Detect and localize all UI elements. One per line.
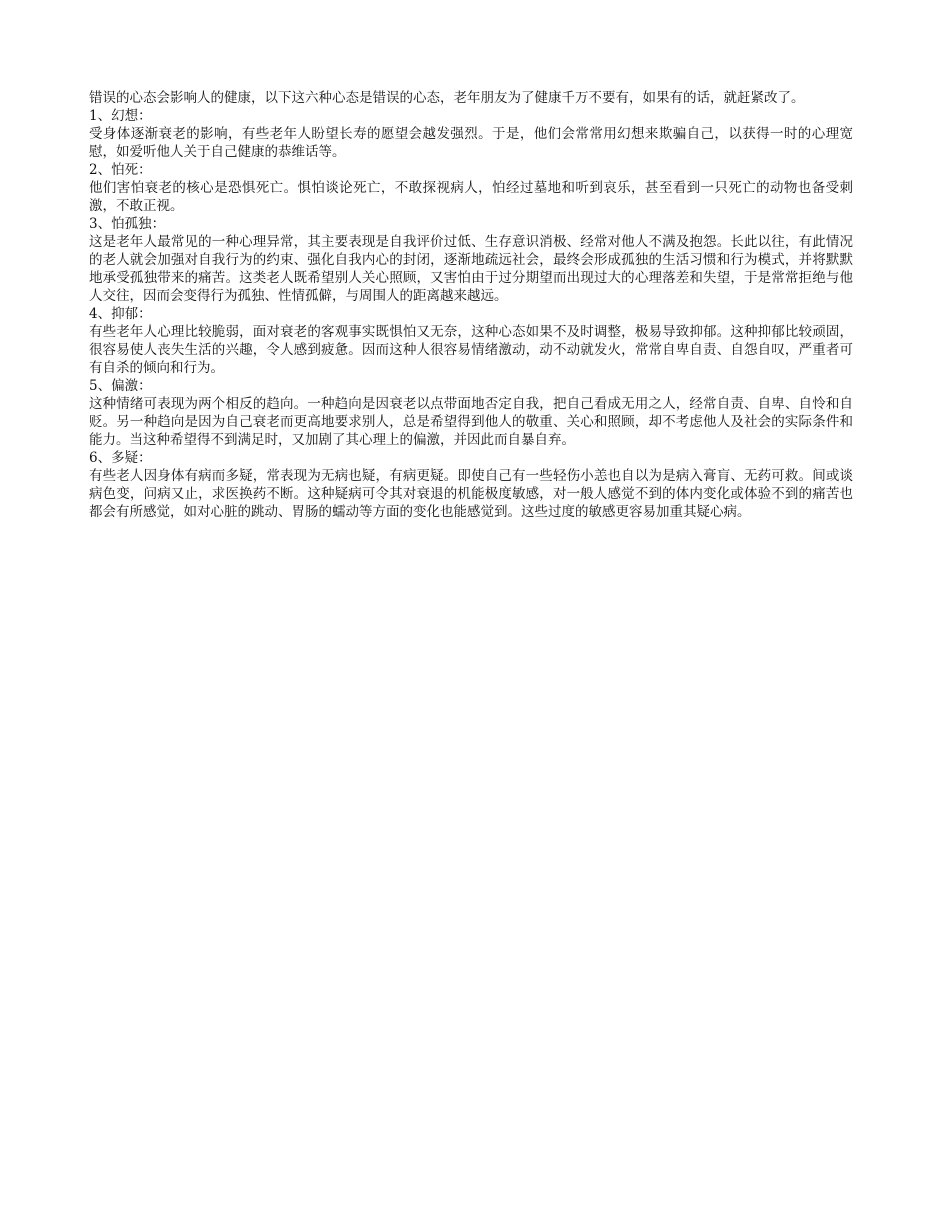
section-6	[89, 449, 853, 521]
section-body: 有些老人因身体有病而多疑，常表现为无病也疑，有病更疑。即使自己有一些轻伤小恙也自以为是病入膏肓、无药可救。间或谈病色变，问病又止，求医换药不断。这种疑病可令其对衰退的机能极度敏感，对一般人感觉不到的体内变化或体验不到的痛苦也都会有所感觉，如对心脏的跳动、胃肠的蠕动等方面的变化也能感觉到。这些过度的敏感更容易加重其疑心病。	[89, 468, 853, 520]
section-4	[89, 305, 853, 377]
intro-paragraph: 错误的心态会影响人的健康，以下这六种心态是错误的心态，老年朋友为了健康千万不要有，如果有的话，就赶紧改了。	[89, 90, 805, 106]
document-page	[89, 89, 853, 521]
section-1	[89, 107, 853, 161]
section-heading: 1、幻想：	[89, 108, 152, 124]
section-heading: 4、抑郁：	[89, 306, 152, 322]
section-5	[89, 377, 853, 449]
section-body: 他们害怕衰老的核心是恐惧死亡。惧怕谈论死亡，不敢探视病人，怕经过墓地和听到哀乐，甚至看到一只死亡的动物也备受刺激，不敢正视。	[89, 180, 853, 214]
section-heading: 5、偏激：	[89, 378, 152, 394]
section-2	[89, 161, 853, 215]
section-body: 有些老年人心理比较脆弱，面对衰老的客观事实既惧怕又无奈，这种心态如果不及时调整，极易导致抑郁。这种抑郁比较顽固，很容易使人丧失生活的兴趣，令人感到疲惫。因而这种人很容易情绪激动，动不动就发火，常常自卑自责、自怨自叹，严重者可有自杀的倾向和行为。	[89, 324, 853, 376]
section-body: 这是老年人最常见的一种心理异常，其主要表现是自我评价过低、生存意识消极、经常对他人不满及抱怨。长此以往，有此情况的老人就会加强对自我行为的约束、强化自我内心的封闭，逐渐地疏远社会，最终会形成孤独的生活习惯和行为模式，并将默默地承受孤独带来的痛苦。这类老人既希望别人关心照顾，又害怕由于过分期望而出现过大的心理落差和失望，于是常常拒绝与他人交往，因而会变得行为孤独、性情孤僻，与周围人的距离越来越远。	[89, 234, 853, 304]
section-body: 这种情绪可表现为两个相反的趋向。一种趋向是因衰老以点带面地否定自我，把自己看成无用之人，经常自责、自卑、自怜和自贬。另一种趋向是因为自己衰老而更高地要求别人，总是希望得到他人的敬重、关心和照顾，却不考虑他人及社会的实际条件和能力。当这种希望得不到满足时，又加剧了其心理上的偏激，并因此而自暴自弃。	[89, 396, 853, 448]
section-heading: 3、怕孤独：	[89, 216, 166, 232]
section-heading: 6、多疑：	[89, 450, 152, 466]
section-heading: 2、怕死：	[89, 162, 152, 178]
section-3	[89, 215, 853, 305]
section-body: 受身体逐渐衰老的影响，有些老年人盼望长寿的愿望会越发强烈。于是，他们会常常用幻想来欺骗自己，以获得一时的心理宽慰，如爱听他人关于自己健康的恭维话等。	[89, 126, 853, 160]
